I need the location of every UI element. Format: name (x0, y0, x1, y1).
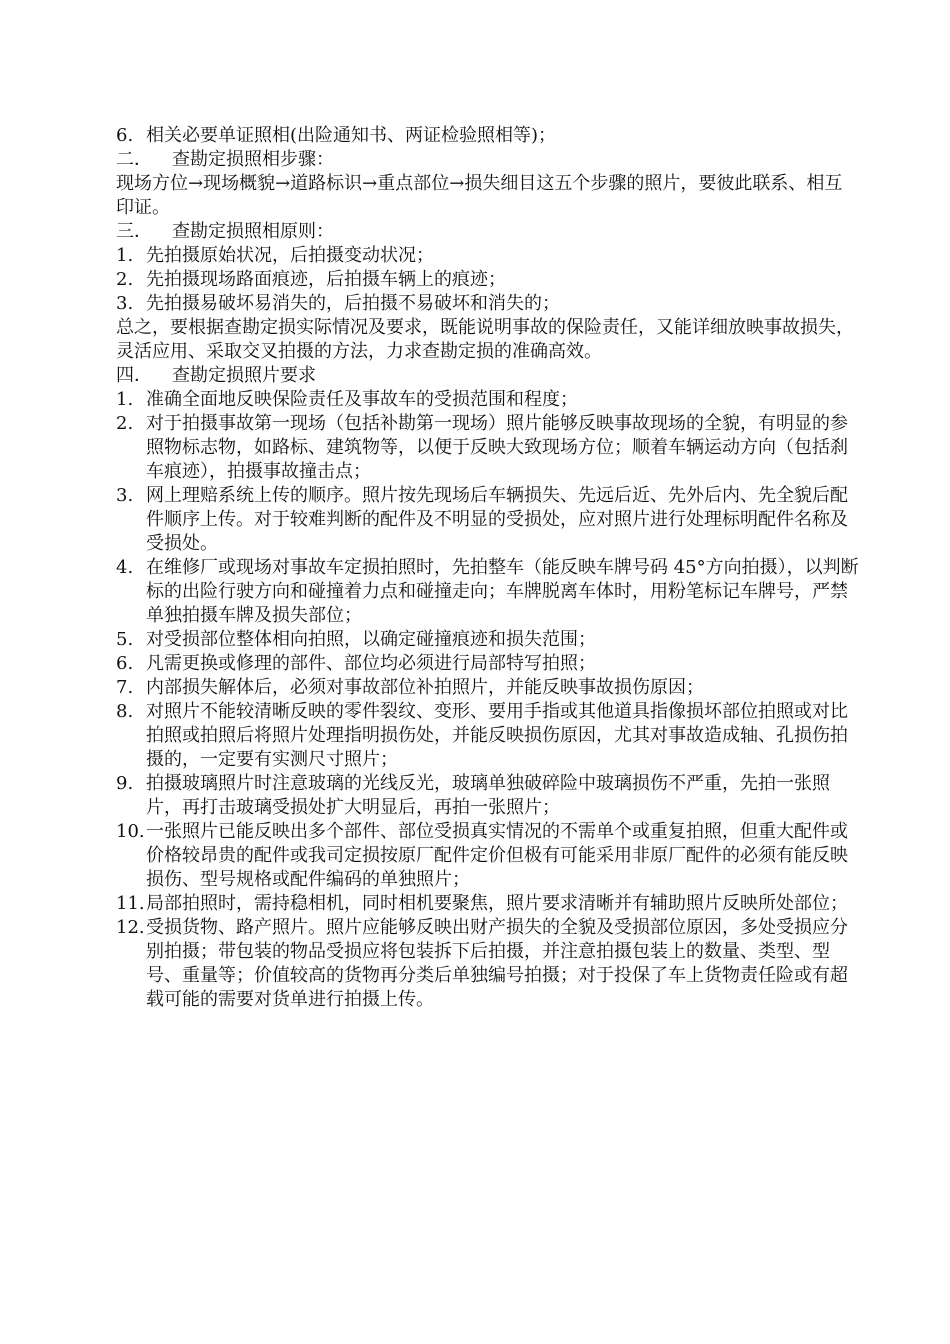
list-item (116, 388, 860, 412)
list-text: 凡需更换或修理的部件、部位均必须进行局部特写拍照； (146, 653, 596, 674)
list-text: 先拍摄现场路面痕迹，后拍摄车辆上的痕迹； (146, 269, 506, 290)
list-number: 3. (116, 293, 134, 314)
list-text: 准确全面地反映保险责任及事故车的受损范围和程度； (146, 389, 578, 410)
list-number: 5. (116, 629, 134, 650)
list-text: 对受损部位整体相向拍照，以确定碰撞痕迹和损失范围； (146, 629, 596, 650)
list-number: 3. (116, 485, 134, 506)
list-text: 网上理赔系统上传的顺序。照片按先现场后车辆损失、先远后近、先外后内、先全貌后配件顺序上传。对于较难判断的配件及不明显的受损处，应对照片进行处理标明配件名称及受损处。 (146, 485, 848, 554)
section-4-list (116, 388, 860, 1012)
list-number: 7. (116, 677, 134, 698)
section-number: 二． (116, 149, 152, 170)
list-item (116, 772, 860, 820)
list-item (116, 892, 860, 916)
list-text: 在维修厂或现场对事故车定损拍照时，先拍整车（能反映车牌号码 45°方向拍摄），以判断标的出险行驶方向和碰撞着力点和碰撞走向；车牌脱离车体时，用粉笔标记车牌号，严禁单独拍摄车牌及损失部位； (146, 557, 859, 626)
list-text: 相关必要单证照相(出险通知书、两证检验照相等)； (146, 125, 557, 146)
section-3-heading (116, 220, 860, 244)
list-text: 一张照片已能反映出多个部件、部位受损真实情况的不需单个或重复拍照，但重大配件或价格较昂贵的配件或我司定损按原厂配件定价但极有可能采用非原厂配件的必须有能反映损伤、型号规格或配件编码的单独照片； (146, 821, 848, 890)
list-number: 8. (116, 701, 134, 722)
list-text: 内部损失解体后，必须对事故部位补拍照片，并能反映事故损伤原因； (146, 677, 704, 698)
list-item (116, 556, 860, 628)
section-2-heading (116, 148, 860, 172)
list-item (116, 484, 860, 556)
list-item (116, 412, 860, 484)
list-number: 4. (116, 557, 134, 578)
list-item (116, 820, 860, 892)
list-item (116, 244, 860, 268)
section-number: 三． (116, 221, 152, 242)
section-title: 查勘定损照片要求 (172, 365, 316, 386)
section-4-heading (116, 364, 860, 388)
list-item (116, 628, 860, 652)
list-number: 6. (116, 653, 134, 674)
list-text: 拍摄玻璃照片时注意玻璃的光线反光，玻璃单独破碎险中玻璃损伤不严重，先拍一张照片，再打击玻璃受损处扩大明显后，再拍一张照片； (146, 773, 830, 818)
list-item (116, 292, 860, 316)
list-number: 1. (116, 245, 134, 266)
intro-list-item (116, 124, 860, 148)
list-item (116, 676, 860, 700)
list-number: 12. (116, 917, 145, 938)
list-text: 受损货物、路产照片。照片应能够反映出财产损失的全貌及受损部位原因，多处受损应分别拍摄；带包装的物品受损应将包装拆下后拍摄，并注意拍摄包装上的数量、类型、型号、重量等；价值较高的货物再分类后单独编号拍摄；对于投保了车上货物责任险或有超载可能的需要对货单进行拍摄上传。 (146, 917, 848, 1010)
list-item (116, 268, 860, 292)
list-number: 9. (116, 773, 134, 794)
list-number: 1. (116, 389, 134, 410)
document-page (116, 124, 860, 1012)
list-number: 2. (116, 269, 134, 290)
section-title: 查勘定损照相步骤： (172, 149, 334, 170)
list-text: 对于拍摄事故第一现场（包括补勘第一现场）照片能够反映事故现场的全貌，有明显的参照物标志物，如路标、建筑物等，以便于反映大致现场方位；顺着车辆运动方向（包括刹车痕迹），拍摄事故撞击点； (146, 413, 848, 482)
section-3-list (116, 244, 860, 316)
list-item (116, 916, 860, 1012)
list-text: 先拍摄易破坏易消失的，后拍摄不易破坏和消失的； (146, 293, 560, 314)
list-item (116, 652, 860, 676)
list-text: 对照片不能较清晰反映的零件裂纹、变形、要用手指或其他道具指像损坏部位拍照或对比拍照或拍照后将照片处理指明损伤处，并能反映损伤原因，尤其对事故造成轴、孔损伤拍摄的，一定要有实测尺寸照片； (146, 701, 848, 770)
section-2-body: 现场方位→现场概貌→道路标识→重点部位→损失细目这五个步骤的照片，要彼此联系、相互印证。 (116, 173, 843, 218)
section-number: 四． (116, 365, 152, 386)
list-text: 局部拍照时，需持稳相机，同时相机要聚焦，照片要求清晰并有辅助照片反映所处部位； (146, 893, 848, 914)
list-number: 11. (116, 893, 145, 914)
section-3-summary: 总之，要根据查勘定损实际情况及要求，既能说明事故的保险责任，又能详细放映事故损失，灵活应用、采取交叉拍摄的方法，力求查勘定损的准确高效。 (116, 317, 854, 362)
list-number: 2. (116, 413, 134, 434)
list-item (116, 700, 860, 772)
list-text: 先拍摄原始状况，后拍摄变动状况； (146, 245, 434, 266)
section-title: 查勘定损照相原则： (172, 221, 334, 242)
list-number: 10. (116, 821, 145, 842)
list-number: 6. (116, 125, 134, 146)
